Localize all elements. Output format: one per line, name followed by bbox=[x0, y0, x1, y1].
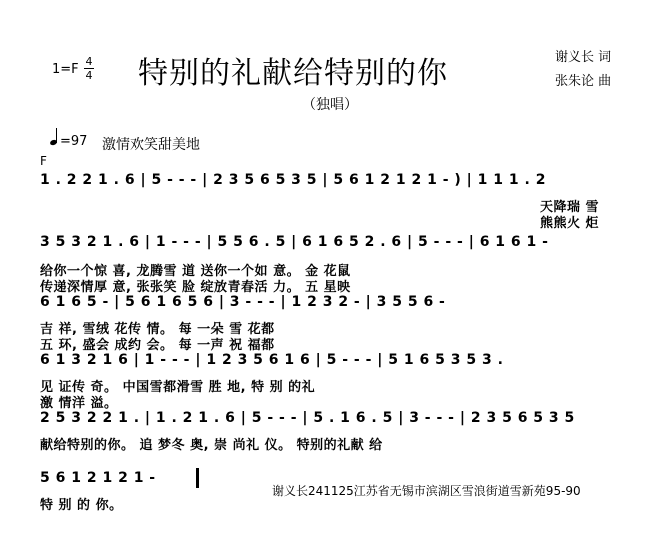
song-title: 特别的礼献给特别的你 bbox=[138, 56, 448, 91]
key-mark: F bbox=[40, 154, 47, 168]
expression-marking: 激情欢笑甜美地 bbox=[102, 137, 200, 153]
staff-line-4: 6 1 3 2 1 6 | 1 - - - | 1 2 3 5 6 1 6 | 5 - - - | 5 1 6 5 3 5 3 . bbox=[40, 352, 504, 368]
time-signature-bottom: 4 bbox=[85, 69, 93, 82]
key-signature: 1=F bbox=[52, 62, 79, 77]
staff-line-3: 6 1 6 5 - | 5 6 1 6 5 6 | 3 - - - | 1 2 3 2 - | 3 5 5 6 - bbox=[40, 294, 446, 310]
time-signature bbox=[84, 55, 94, 82]
lyric-line-4b: 激 情洋 溢。 bbox=[40, 396, 118, 411]
lyric-line-3a: 吉 祥, 雪绒 花传 情。 每 一朵 雪 花都 bbox=[40, 322, 275, 337]
final-barline bbox=[196, 468, 199, 488]
lyric-line-2a: 给你一个惊 喜, 龙腾雪 道 送你一个如 意。 金 花鼠 bbox=[40, 264, 351, 279]
lyric-line-3b: 五 环, 盛会 成约 会。 每 一声 祝 福都 bbox=[40, 338, 275, 353]
lyric-line-6a: 特 别 的 你。 bbox=[40, 498, 123, 513]
footer-note: 谢义长241125江苏省无锡市滨湖区雪浪街道雪新苑95-90 bbox=[272, 484, 581, 498]
lyricist-credit: 谢义长 词 bbox=[555, 50, 612, 65]
lyric-line-4a: 见 证传 奇。 中国雪都滑雪 胜 地, 特 别 的礼 bbox=[40, 380, 316, 395]
staff-line-5: 2 5 3 2 2 1 . | 1 . 2 1 . 6 | 5 - - - | 5 . 1 6 . 5 | 3 - - - | 2 3 5 6 5 3 5 bbox=[40, 410, 575, 426]
tempo-marking: =97 bbox=[60, 134, 88, 149]
lyric-line-1b: 熊熊火 炬 bbox=[540, 216, 600, 231]
lyric-line-1a: 天降瑞 雪 bbox=[540, 200, 600, 215]
song-subtitle: （独唱） bbox=[302, 97, 358, 113]
quarter-note-stem bbox=[56, 128, 57, 143]
composer-credit: 张朱论 曲 bbox=[555, 74, 612, 89]
lyric-line-5a: 献给特别的你。 追 梦冬 奥, 崇 尚礼 仪。 特别的礼献 给 bbox=[40, 438, 383, 453]
lyric-line-2b: 传递深情厚 意, 张张笑 脸 绽放青春活 力。 五 星映 bbox=[40, 280, 351, 295]
staff-line-1: 1 . 2 2 1 . 6 | 5 - - - | 2 3 5 6 5 3 5 | 5 6 1 2 1 2 1 - ) | 1 1 1 . 2 bbox=[40, 172, 546, 188]
time-signature-top: 4 bbox=[85, 55, 93, 68]
staff-line-6: 5 6 1 2 1 2 1 - bbox=[40, 470, 156, 486]
staff-line-2: 3 5 3 2 1 . 6 | 1 - - - | 5 5 6 . 5 | 6 1 6 5 2 . 6 | 5 - - - | 6 1 6 1 - bbox=[40, 234, 549, 250]
